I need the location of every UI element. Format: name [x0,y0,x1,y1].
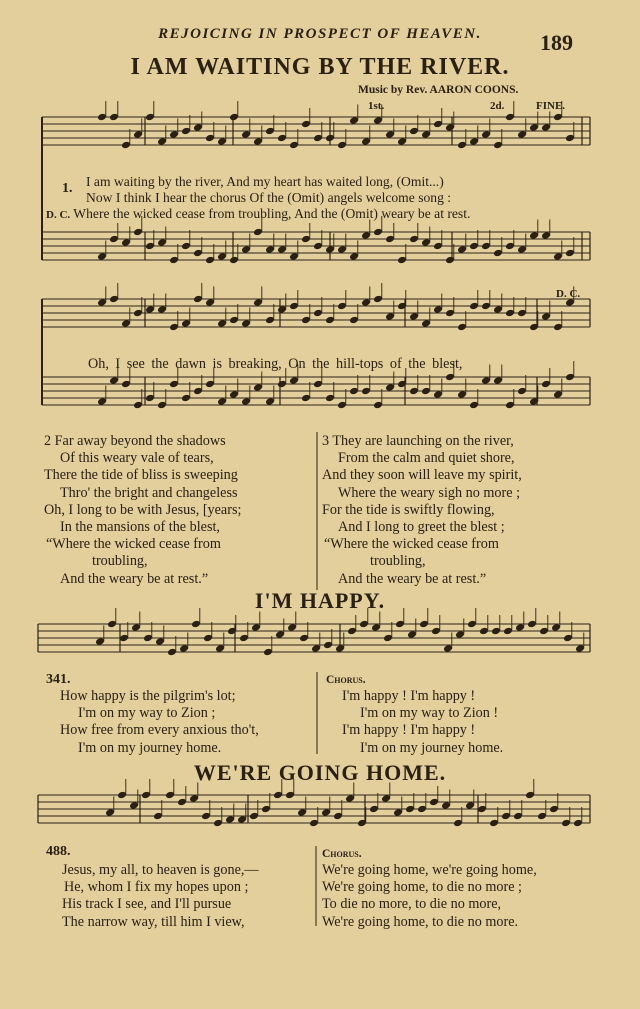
verse-3-line: “Where the wicked cease from [324,536,499,553]
dc-label: D. C. [46,209,71,221]
verse-3-line: And I long to greet the blest ; [338,519,505,536]
going-home-chorus-line: We're going home, we're going home, [322,862,537,878]
lyrics-line-3: Where the wicked cease from troubling, And the (Omit) weary be at rest. [73,206,471,221]
verse-2-line: Of this weary vale of tears, [60,450,214,467]
going-home-chorus-line: We're going home, to die no more. [322,913,519,930]
verse-3-line: And they soon will leave my spirit, [322,467,522,484]
going-home-chorus-line: We're going home, to die no more ; [322,879,522,896]
hymn-title-going-home: WE'RE GOING HOME. [193,760,447,785]
lyrics-line-2: Now I think I hear the chorus Of the (Omit) angels welcome song : [86,190,452,205]
composer-credit: Music by Rev. AARON COONS. [358,84,519,96]
verse-3-line: Where the weary sigh no more ; [338,484,521,501]
going-home-verse-line: Jesus, my all, to heaven is gone,— [62,862,259,878]
dc-mark: D. C. [556,288,581,300]
happy-verse-line: I'm on my way to Zion ; [78,705,216,722]
verse-2-line: In the mansions of the blest, [60,519,220,536]
happy-chorus-label: Chorus. [326,674,366,686]
happy-verse-line: How free from every anxious tho't, [60,722,259,739]
verse-2-line: troubling, [92,553,148,570]
verse-number: 1. [62,181,73,196]
hymn-title-happy: I'M HAPPY. [254,588,386,613]
happy-chorus-line: I'm happy ! I'm happy ! [342,722,476,739]
verse-3-line: 3 They are launching on the river, [322,433,514,449]
verse-2-line: Oh, I long to be with Jesus, [years; [44,501,242,518]
verse-3-line: From the calm and quiet shore, [338,450,515,467]
happy-chorus-line: I'm happy ! I'm happy ! [342,688,476,704]
going-home-chorus-line: To die no more, to die no more, [322,896,502,913]
page-number: 189 [540,30,573,55]
verse-3-line: And the weary be at rest.” [338,570,487,587]
first-ending-mark: 1st. [368,100,385,112]
refrain-lyrics: Oh, I see the dawn is breaking, On the hill-tops of the blest, [88,356,463,372]
verse-3-line: troubling, [370,553,426,570]
second-ending-mark: 2d. [490,100,505,112]
verse-2-line: And the weary be at rest.” [60,570,209,587]
going-home-verse-line: His track I see, and I'll pursue [62,896,232,913]
lyrics-line-1: I am waiting by the river, And my heart has waited long, (Omit...) [86,174,444,189]
happy-chorus-line: I'm on my journey home. [360,739,504,756]
happy-verse-line: I'm on my journey home. [78,739,222,756]
going-home-verse-line: The narrow way, till him I view, [62,913,245,930]
verse-3-line: For the tide is swiftly flowing, [322,501,495,518]
happy-chorus-line: I'm on my way to Zion ! [360,705,499,722]
verse-2-line: 2 Far away beyond the shadows [44,433,226,449]
going-home-verse-line: He, whom I fix my hopes upon ; [64,879,249,896]
running-head: REJOICING IN PROSPECT OF HEAVEN. [158,26,482,42]
hymn-title-waiting: I AM WAITING BY THE RIVER. [130,54,510,80]
fine-mark: FINE. [536,100,566,112]
verse-2-line: Thro' the bright and changeless [60,484,238,501]
verse-2-line: “Where the wicked cease from [46,536,221,553]
hymn-number-488: 488. [46,844,71,859]
verse-2-line: There the tide of bliss is sweeping [44,467,238,484]
happy-verse-line: How happy is the pilgrim's lot; [60,688,236,704]
going-home-chorus-label: Chorus. [322,848,362,860]
hymn-number-341: 341. [46,672,71,687]
